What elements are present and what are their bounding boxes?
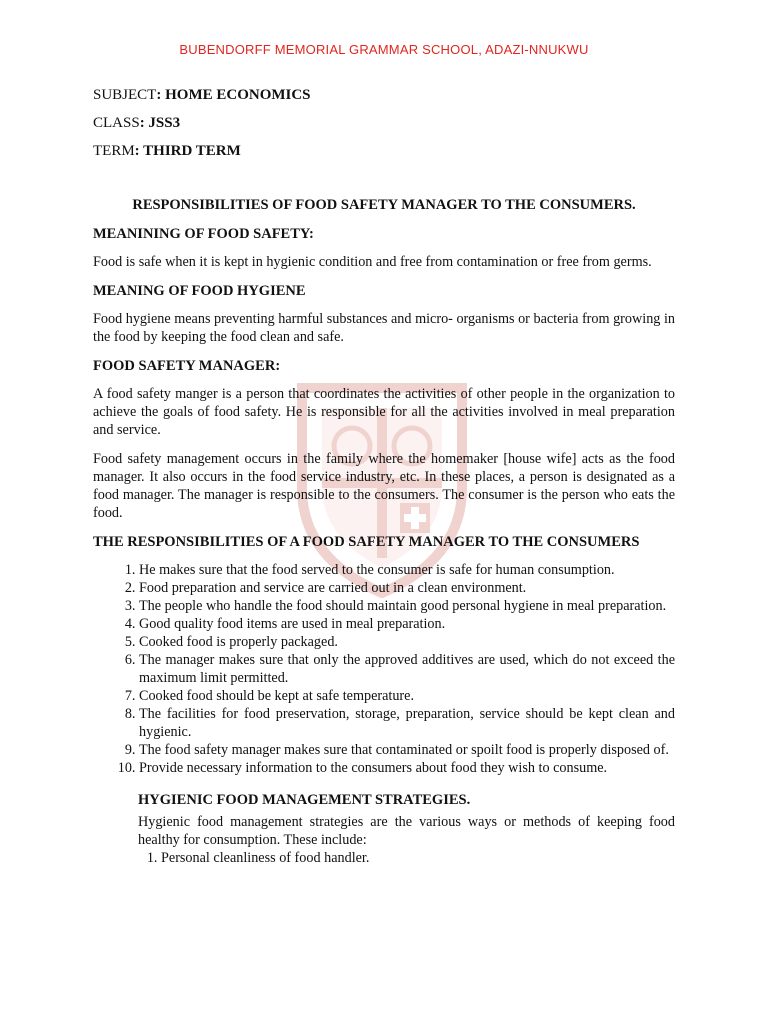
class-value: : JSS3 bbox=[139, 115, 181, 131]
term-line bbox=[93, 143, 241, 160]
list-item: 1. He makes sure that the food served to the consumer is safe for human consumption. bbox=[139, 561, 675, 579]
document-title: RESPONSIBILITIES OF FOOD SAFETY MANAGER TO THE CONSUMERS. bbox=[132, 197, 636, 213]
list-item: 8. The facilities for food preservation, storage, preparation, service should be kept clean and hygienic. bbox=[139, 705, 675, 741]
strategies-section bbox=[93, 791, 675, 867]
list-item: 3. The people who handle the food should maintain good personal hygiene in meal preparation. bbox=[139, 597, 675, 615]
food-safety-text: Food is safe when it is kept in hygienic condition and free from contamination or free from germs. bbox=[93, 254, 652, 270]
list-item: 9. The food safety manager makes sure that contaminated or spoilt food is properly disposed of. bbox=[139, 741, 675, 759]
school-header: BUBENDORFF MEMORIAL GRAMMAR SCHOOL, ADAZI-NNUKWU bbox=[179, 42, 589, 57]
manager-heading: FOOD SAFETY MANAGER: bbox=[93, 358, 281, 374]
strategies-text: Hygienic food management strategies are the various ways or methods of keeping food healthy for consumption. These include: bbox=[138, 814, 675, 848]
list-item: 4. Good quality food items are used in meal preparation. bbox=[139, 615, 675, 633]
document-body bbox=[93, 196, 675, 867]
food-safety-heading: MEANINING OF FOOD SAFETY: bbox=[93, 226, 314, 242]
responsibilities-list bbox=[93, 561, 675, 777]
manager-text-1: A food safety manger is a person that coordinates the activities of other people in the organization to achieve the goals of food safety. He is responsible for all the activities involved in meal preparation and service. bbox=[93, 386, 675, 438]
list-item: 6. The manager makes sure that only the approved additives are used, which do not exceed the maximum limit permitted. bbox=[139, 651, 675, 687]
list-item: 5. Cooked food is properly packaged. bbox=[139, 633, 675, 651]
food-hygiene-text: Food hygiene means preventing harmful substances and micro- organisms or bacteria from growing in the food by keeping the food clean and safe. bbox=[93, 311, 675, 345]
responsibilities-heading: THE RESPONSIBILITIES OF A FOOD SAFETY MANAGER TO THE CONSUMERS bbox=[93, 534, 640, 550]
list-item: 2. Food preparation and service are carried out in a clean environment. bbox=[139, 579, 675, 597]
manager-text-2: Food safety management occurs in the family where the homemaker [house wife] acts as the food manager. It also occurs in the food service industry, etc. In these places, a person is designated as a food manager. The manager is responsible to the consumers. The consumer is the person who eats the food. bbox=[93, 451, 675, 521]
list-item: 7. Cooked food should be kept at safe temperature. bbox=[139, 687, 675, 705]
subject-line bbox=[93, 87, 311, 104]
class-line bbox=[93, 115, 180, 132]
class-label: CLASS bbox=[93, 115, 140, 131]
subject-value: : HOME ECONOMICS bbox=[156, 87, 311, 103]
strategies-heading: HYGIENIC FOOD MANAGEMENT STRATEGIES. bbox=[138, 792, 471, 808]
term-label: TERM bbox=[93, 143, 135, 159]
list-item: 1. Personal cleanliness of food handler. bbox=[161, 849, 675, 867]
food-hygiene-heading: MEANING OF FOOD HYGIENE bbox=[93, 283, 306, 299]
term-value: : THIRD TERM bbox=[134, 143, 241, 159]
list-item: 10. Provide necessary information to the consumers about food they wish to consume. bbox=[139, 759, 675, 777]
strategies-list bbox=[138, 849, 675, 867]
subject-label: SUBJECT bbox=[93, 87, 157, 103]
